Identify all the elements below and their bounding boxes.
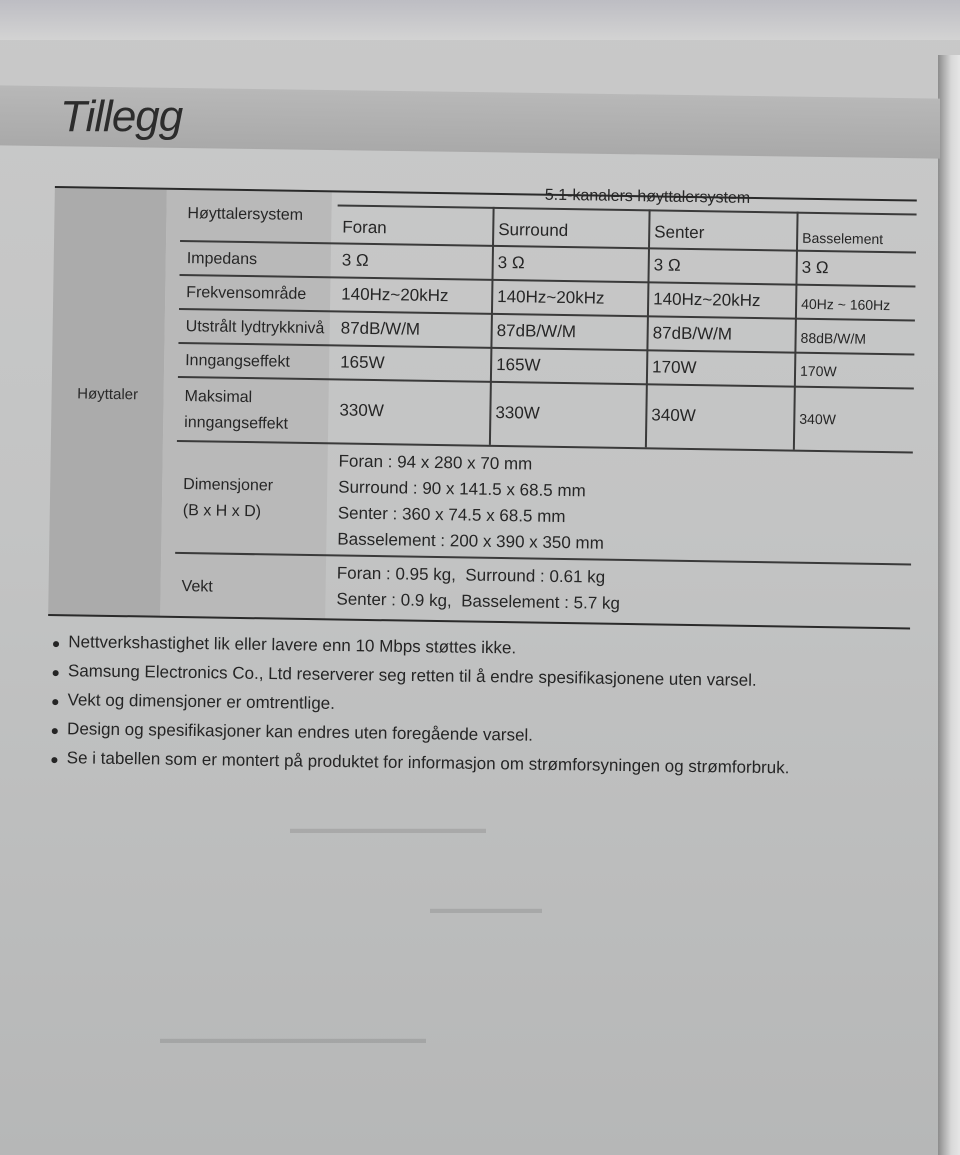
row-label-max-input-power: Maksimal inngangseffekt <box>184 388 289 433</box>
table-cell: 3 Ω <box>801 257 829 278</box>
column-header-front: Foran <box>342 217 387 238</box>
bullet-icon: ● <box>50 692 60 710</box>
bullet-icon: ● <box>50 721 60 739</box>
table-cell: 87dB/W/M <box>652 323 733 344</box>
note-item: ● Design og spesifikasjoner kan endres uten foregående varsel. <box>50 719 534 745</box>
system-name: 5.1-kanalers høyttalersystem <box>544 186 751 207</box>
table-cell: 170W <box>651 357 697 378</box>
book-gutter <box>938 55 960 1155</box>
table-cell: 330W <box>339 400 384 421</box>
bullet-icon: ● <box>51 663 61 681</box>
notes-list <box>50 632 912 789</box>
note-item: ● Nettverkshastighet lik eller lavere enn 10 Mbps støttes ikke. <box>51 632 517 658</box>
table-cell: 165W <box>496 354 541 375</box>
column-header-center: Senter <box>654 222 705 243</box>
table-cell: 340W <box>651 405 696 426</box>
row-label-dimensions: Dimensjoner (B x H x D) <box>182 476 274 521</box>
table-cell: 40Hz ~ 160Hz <box>801 295 891 314</box>
row-label-frequency: Frekvensområde <box>186 284 307 303</box>
bullet-icon: ● <box>51 634 61 652</box>
column-divider <box>793 212 798 450</box>
bleed-through-shade: ▬▬▬▬▬▬▬▬ <box>430 900 542 916</box>
column-divider <box>645 209 650 447</box>
spec-table <box>48 180 917 629</box>
table-cell: 3 Ω <box>497 252 525 273</box>
page-title: Tillegg <box>60 92 183 141</box>
row-label-weight: Vekt <box>181 578 213 596</box>
note-item: ● Samsung Electronics Co., Ltd reserverer seg retten til å endre spesifikasjonene uten varsel. <box>51 661 757 690</box>
table-cell: 3 Ω <box>653 255 681 275</box>
table-cell: 340W <box>799 410 837 428</box>
column-header-surround: Surround <box>498 219 569 241</box>
row-label-input-power: Inngangseffekt <box>185 352 290 371</box>
column-divider <box>489 207 494 445</box>
table-bottom-rule <box>48 614 910 630</box>
bullet-icon: ● <box>50 750 59 768</box>
table-cell: 87dB/W/M <box>496 320 577 342</box>
bleed-through-shade: ▬▬▬▬▬▬▬▬▬▬▬▬▬▬▬▬▬▬▬ <box>160 1030 426 1046</box>
page-top-edge <box>0 0 960 40</box>
table-cell: 3 Ω <box>341 250 369 270</box>
table-cell: 165W <box>340 352 385 373</box>
note-item: ● Vekt og dimensjoner er omtrentlige. <box>50 690 336 713</box>
note-item: ● Se i tabellen som er montert på produktet for informasjon om strømforsyningen og strømforbruk. <box>50 748 790 778</box>
header-divider <box>338 204 917 215</box>
table-cell: 87dB/W/M <box>340 318 421 339</box>
table-cell: 170W <box>799 362 837 380</box>
table-cell: 140Hz~20kHz <box>653 289 761 311</box>
bleed-through-shade: ▬▬▬▬▬▬▬▬▬▬▬▬▬▬ <box>290 820 486 836</box>
table-cell: 140Hz~20kHz <box>341 284 449 306</box>
table-cell: 88dB/W/M <box>800 329 867 347</box>
dimensions-value: Foran : 94 x 280 x 70 mm Surround : 90 x 141.5 x 68.5 mm Senter : 360 x 74.5 x 68.5 mm Basselement : 200 x 390 x 350 mm <box>337 451 604 553</box>
row-label-impedance: Impedans <box>186 250 258 269</box>
section-label: Høyttaler <box>77 385 139 404</box>
table-cell: 330W <box>495 402 540 423</box>
row-label-spl: Utstrålt lydtrykknivå <box>185 318 325 338</box>
table-cell: 140Hz~20kHz <box>497 286 605 308</box>
system-label: Høyttalersystem <box>187 205 304 224</box>
weight-value: Foran : 0.95 kg, Surround : 0.61 kg Senter : 0.9 kg, Basselement : 5.7 kg <box>336 563 621 613</box>
column-header-subwoofer: Basselement <box>802 229 884 248</box>
